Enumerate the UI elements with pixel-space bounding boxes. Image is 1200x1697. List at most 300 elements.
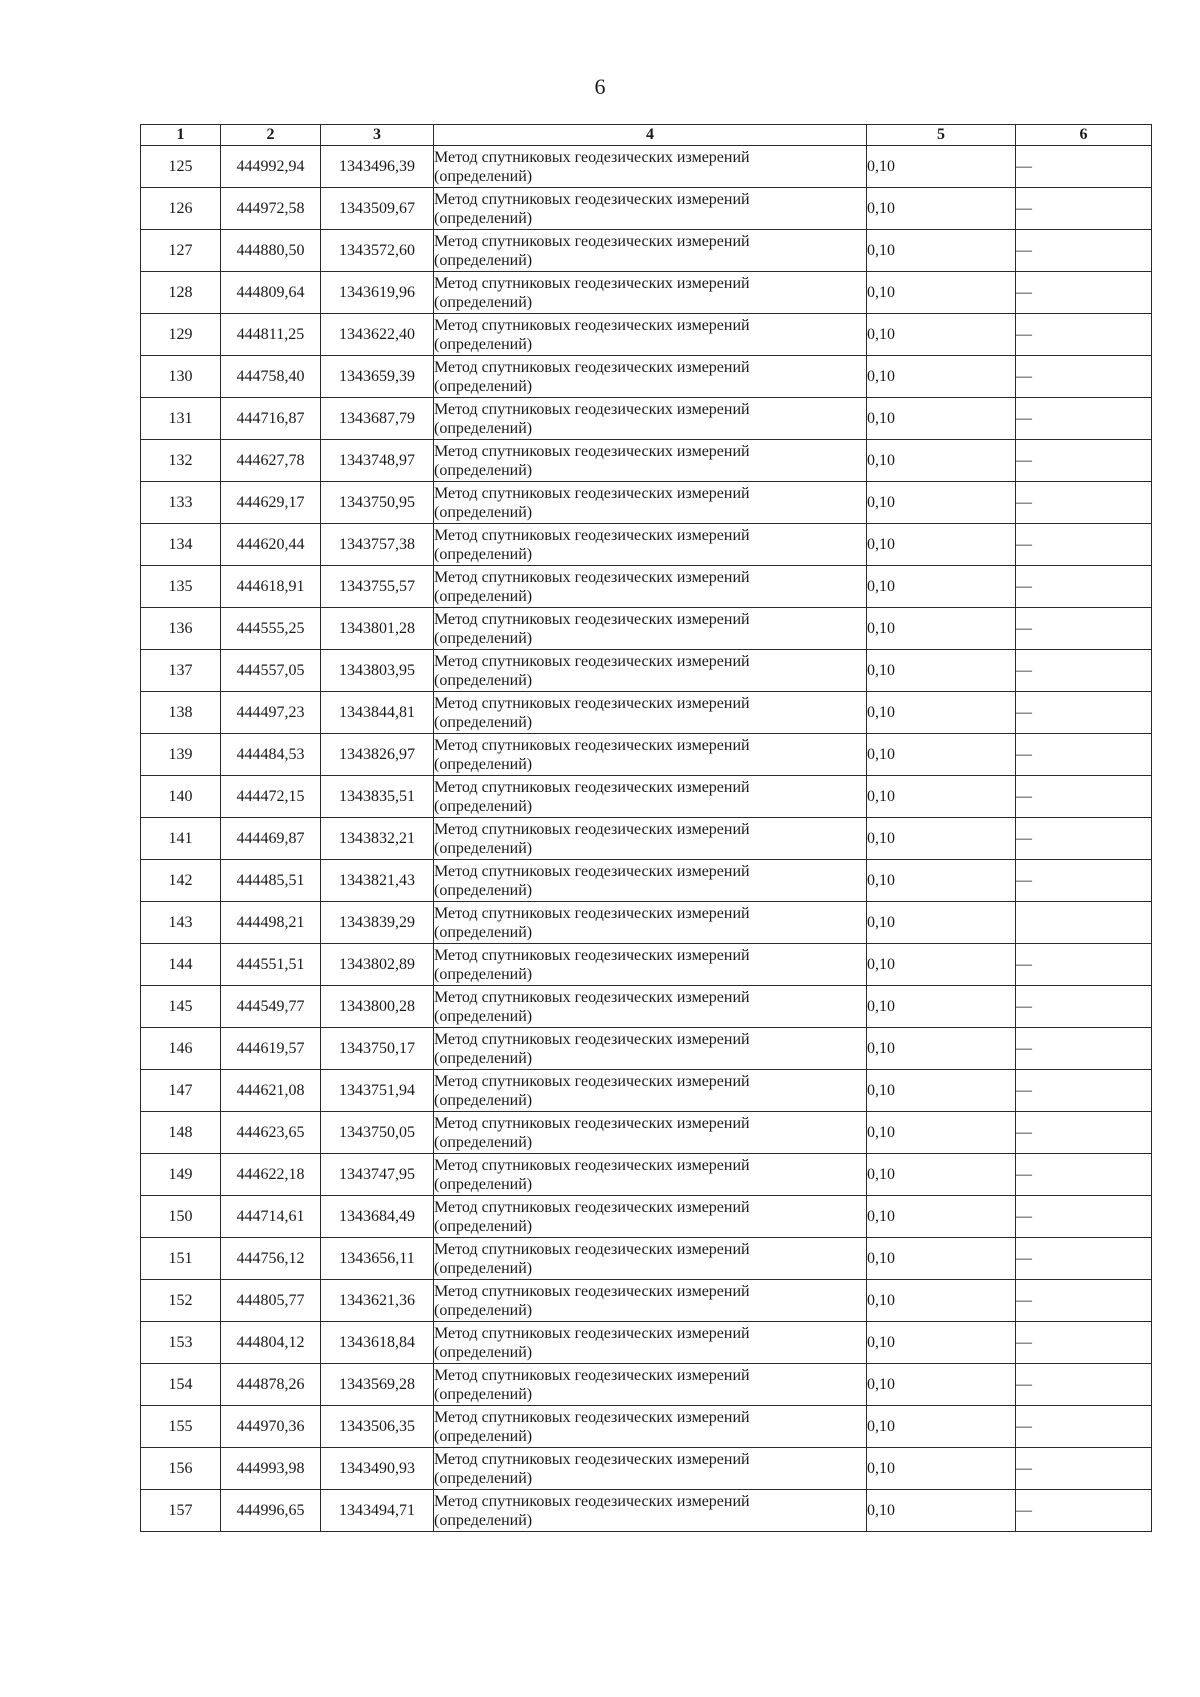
method-cell xyxy=(434,1154,867,1196)
coordinate-y: 1343569,28 xyxy=(321,1364,434,1406)
point-number: 135 xyxy=(141,566,221,608)
coordinate-x: 444620,44 xyxy=(221,524,321,566)
method-cell xyxy=(434,356,867,398)
point-number: 153 xyxy=(141,1322,221,1364)
method-text: Метод спутниковых геодезических измерений xyxy=(434,1030,750,1048)
method-text: Метод спутниковых геодезических измерений xyxy=(434,988,750,1006)
coordinate-y: 1343803,95 xyxy=(321,650,434,692)
method-cell xyxy=(434,1490,867,1532)
method-text: Метод спутниковых геодезических измерений xyxy=(434,1156,750,1174)
point-number: 156 xyxy=(141,1448,221,1490)
method-text-suffix: (определений) xyxy=(434,209,533,227)
point-number: 147 xyxy=(141,1070,221,1112)
method-text: Метод спутниковых геодезических измерений xyxy=(434,1492,750,1510)
coordinate-x: 444878,26 xyxy=(221,1364,321,1406)
coordinate-x: 444627,78 xyxy=(221,440,321,482)
method-text-suffix: (определений) xyxy=(434,251,533,269)
accuracy-value: 0,10 xyxy=(867,650,1016,692)
method-cell xyxy=(434,1364,867,1406)
method-cell xyxy=(434,860,867,902)
table-row xyxy=(141,650,1152,692)
accuracy-value: 0,10 xyxy=(867,902,1016,944)
coordinate-y: 1343496,39 xyxy=(321,146,434,188)
point-number: 129 xyxy=(141,314,221,356)
method-text: Метод спутниковых геодезических измерений xyxy=(434,820,750,838)
accuracy-value: 0,10 xyxy=(867,776,1016,818)
accuracy-value: 0,10 xyxy=(867,1406,1016,1448)
page-number: 6 xyxy=(594,74,606,99)
coordinate-y: 1343757,38 xyxy=(321,524,434,566)
coordinate-y: 1343509,67 xyxy=(321,188,434,230)
coordinate-y: 1343802,89 xyxy=(321,944,434,986)
method-text-suffix: (определений) xyxy=(434,335,533,353)
table-row xyxy=(141,692,1152,734)
point-number: 127 xyxy=(141,230,221,272)
note-value: — xyxy=(1016,1028,1152,1070)
coordinate-y: 1343821,43 xyxy=(321,860,434,902)
table-row xyxy=(141,944,1152,986)
note-value: — xyxy=(1016,818,1152,860)
method-cell xyxy=(434,482,867,524)
method-text-suffix: (определений) xyxy=(434,1427,533,1445)
table-row xyxy=(141,818,1152,860)
method-cell xyxy=(434,734,867,776)
coordinate-x: 444992,94 xyxy=(221,146,321,188)
method-cell xyxy=(434,314,867,356)
method-text: Метод спутниковых геодезических измерений xyxy=(434,694,750,712)
method-text: Метод спутниковых геодезических измерений xyxy=(434,1366,750,1384)
accuracy-value: 0,10 xyxy=(867,986,1016,1028)
method-text-suffix: (определений) xyxy=(434,587,533,605)
method-text-suffix: (определений) xyxy=(434,755,533,773)
column-header-4: 4 xyxy=(434,125,867,146)
note-value: — xyxy=(1016,608,1152,650)
coordinate-x: 444472,15 xyxy=(221,776,321,818)
method-text-suffix: (определений) xyxy=(434,671,533,689)
table-row xyxy=(141,608,1152,650)
coordinate-x: 444555,25 xyxy=(221,608,321,650)
note-value: — xyxy=(1016,272,1152,314)
method-cell xyxy=(434,1448,867,1490)
point-number: 142 xyxy=(141,860,221,902)
note-value: — xyxy=(1016,482,1152,524)
header-row xyxy=(141,125,1152,146)
method-text: Метод спутниковых геодезических измерений xyxy=(434,316,750,334)
method-text: Метод спутниковых геодезических измерений xyxy=(434,904,750,922)
method-text: Метод спутниковых геодезических измерений xyxy=(434,1114,750,1132)
note-value: — xyxy=(1016,188,1152,230)
accuracy-value: 0,10 xyxy=(867,1238,1016,1280)
method-text-suffix: (определений) xyxy=(434,713,533,731)
point-number: 157 xyxy=(141,1490,221,1532)
method-cell xyxy=(434,566,867,608)
method-cell xyxy=(434,1322,867,1364)
accuracy-value: 0,10 xyxy=(867,734,1016,776)
table-row xyxy=(141,1238,1152,1280)
method-text: Метод спутниковых геодезических измерений xyxy=(434,232,750,250)
coordinate-x: 444714,61 xyxy=(221,1196,321,1238)
coordinate-y: 1343659,39 xyxy=(321,356,434,398)
coordinate-y: 1343832,21 xyxy=(321,818,434,860)
method-cell xyxy=(434,398,867,440)
coordinate-x: 444809,64 xyxy=(221,272,321,314)
coordinate-x: 444758,40 xyxy=(221,356,321,398)
table-row xyxy=(141,146,1152,188)
method-cell xyxy=(434,524,867,566)
accuracy-value: 0,10 xyxy=(867,1070,1016,1112)
coordinate-x: 444996,65 xyxy=(221,1490,321,1532)
point-number: 151 xyxy=(141,1238,221,1280)
column-header-2: 2 xyxy=(221,125,321,146)
table-row xyxy=(141,1490,1152,1532)
note-value: — xyxy=(1016,1448,1152,1490)
method-text: Метод спутниковых геодезических измерений xyxy=(434,442,750,460)
accuracy-value: 0,10 xyxy=(867,860,1016,902)
method-text: Метод спутниковых геодезических измерений xyxy=(434,1072,750,1090)
coordinate-x: 444629,17 xyxy=(221,482,321,524)
coordinate-y: 1343506,35 xyxy=(321,1406,434,1448)
note-value: — xyxy=(1016,1196,1152,1238)
accuracy-value: 0,10 xyxy=(867,608,1016,650)
table-row xyxy=(141,1406,1152,1448)
method-cell xyxy=(434,1406,867,1448)
method-text-suffix: (определений) xyxy=(434,1175,533,1193)
method-text: Метод спутниковых геодезических измерений xyxy=(434,526,750,544)
method-text: Метод спутниковых геодезических измерений xyxy=(434,1282,750,1300)
method-text-suffix: (определений) xyxy=(434,1091,533,1109)
point-number: 137 xyxy=(141,650,221,692)
method-cell xyxy=(434,986,867,1028)
note-value: — xyxy=(1016,1112,1152,1154)
point-number: 138 xyxy=(141,692,221,734)
table-row xyxy=(141,440,1152,482)
method-text: Метод спутниковых геодезических измерений xyxy=(434,358,750,376)
note-value: — xyxy=(1016,1406,1152,1448)
table-row xyxy=(141,188,1152,230)
method-text-suffix: (определений) xyxy=(434,881,533,899)
note-value: — xyxy=(1016,944,1152,986)
note-value xyxy=(1016,902,1152,944)
point-number: 133 xyxy=(141,482,221,524)
method-text-suffix: (определений) xyxy=(434,797,533,815)
method-text-suffix: (определений) xyxy=(434,923,533,941)
method-text-suffix: (определений) xyxy=(434,293,533,311)
coordinate-y: 1343748,97 xyxy=(321,440,434,482)
method-text: Метод спутниковых геодезических измерений xyxy=(434,1408,750,1426)
note-value: — xyxy=(1016,1322,1152,1364)
coordinate-y: 1343750,95 xyxy=(321,482,434,524)
coordinate-y: 1343835,51 xyxy=(321,776,434,818)
coordinate-x: 444485,51 xyxy=(221,860,321,902)
method-cell xyxy=(434,1196,867,1238)
table-row xyxy=(141,482,1152,524)
coordinate-y: 1343494,71 xyxy=(321,1490,434,1532)
point-number: 134 xyxy=(141,524,221,566)
method-text: Метод спутниковых геодезических измерений xyxy=(434,484,750,502)
coordinate-y: 1343839,29 xyxy=(321,902,434,944)
method-text-suffix: (определений) xyxy=(434,839,533,857)
coordinate-x: 444557,05 xyxy=(221,650,321,692)
coordinate-y: 1343755,57 xyxy=(321,566,434,608)
method-cell xyxy=(434,1028,867,1070)
method-text-suffix: (определений) xyxy=(434,1385,533,1403)
table-row xyxy=(141,1280,1152,1322)
method-cell xyxy=(434,146,867,188)
coordinate-x: 444756,12 xyxy=(221,1238,321,1280)
table-row xyxy=(141,860,1152,902)
note-value: — xyxy=(1016,566,1152,608)
method-text: Метод спутниковых геодезических измерений xyxy=(434,778,750,796)
table-row xyxy=(141,1070,1152,1112)
coordinate-y: 1343619,96 xyxy=(321,272,434,314)
column-header-1: 1 xyxy=(141,125,221,146)
note-value: — xyxy=(1016,1490,1152,1532)
point-number: 131 xyxy=(141,398,221,440)
method-text-suffix: (определений) xyxy=(434,965,533,983)
point-number: 145 xyxy=(141,986,221,1028)
table-row xyxy=(141,1448,1152,1490)
point-number: 143 xyxy=(141,902,221,944)
method-text-suffix: (определений) xyxy=(434,1343,533,1361)
coordinate-x: 444880,50 xyxy=(221,230,321,272)
accuracy-value: 0,10 xyxy=(867,1028,1016,1070)
table-row xyxy=(141,986,1152,1028)
coordinate-y: 1343656,11 xyxy=(321,1238,434,1280)
accuracy-value: 0,10 xyxy=(867,524,1016,566)
coordinate-y: 1343687,79 xyxy=(321,398,434,440)
table-row xyxy=(141,1154,1152,1196)
table-row xyxy=(141,398,1152,440)
coordinate-y: 1343618,84 xyxy=(321,1322,434,1364)
method-text-suffix: (определений) xyxy=(434,503,533,521)
coordinate-x: 444484,53 xyxy=(221,734,321,776)
table-row xyxy=(141,314,1152,356)
accuracy-value: 0,10 xyxy=(867,1322,1016,1364)
accuracy-value: 0,10 xyxy=(867,1154,1016,1196)
table-row xyxy=(141,524,1152,566)
method-text: Метод спутниковых геодезических измерений xyxy=(434,190,750,208)
coordinate-y: 1343622,40 xyxy=(321,314,434,356)
note-value: — xyxy=(1016,1070,1152,1112)
method-text: Метод спутниковых геодезических измерений xyxy=(434,862,750,880)
method-text-suffix: (определений) xyxy=(434,545,533,563)
coordinate-y: 1343751,94 xyxy=(321,1070,434,1112)
method-text-suffix: (определений) xyxy=(434,1133,533,1151)
coordinate-x: 444621,08 xyxy=(221,1070,321,1112)
method-text: Метод спутниковых геодезических измерений xyxy=(434,400,750,418)
accuracy-value: 0,10 xyxy=(867,566,1016,608)
note-value: — xyxy=(1016,776,1152,818)
method-cell xyxy=(434,440,867,482)
method-text-suffix: (определений) xyxy=(434,1007,533,1025)
accuracy-value: 0,10 xyxy=(867,1490,1016,1532)
accuracy-value: 0,10 xyxy=(867,1448,1016,1490)
table-row xyxy=(141,1364,1152,1406)
table-row xyxy=(141,734,1152,776)
point-number: 152 xyxy=(141,1280,221,1322)
note-value: — xyxy=(1016,230,1152,272)
accuracy-value: 0,10 xyxy=(867,230,1016,272)
method-text-suffix: (определений) xyxy=(434,1217,533,1235)
coordinate-x: 444551,51 xyxy=(221,944,321,986)
note-value: — xyxy=(1016,146,1152,188)
method-cell xyxy=(434,902,867,944)
coordinates-table xyxy=(140,124,1152,1532)
note-value: — xyxy=(1016,692,1152,734)
method-cell xyxy=(434,650,867,692)
coordinate-x: 444469,87 xyxy=(221,818,321,860)
note-value: — xyxy=(1016,440,1152,482)
method-cell xyxy=(434,776,867,818)
accuracy-value: 0,10 xyxy=(867,440,1016,482)
table-body xyxy=(141,146,1152,1532)
accuracy-value: 0,10 xyxy=(867,1364,1016,1406)
table-row xyxy=(141,1028,1152,1070)
coordinate-x: 444497,23 xyxy=(221,692,321,734)
table-row xyxy=(141,1196,1152,1238)
coordinate-y: 1343826,97 xyxy=(321,734,434,776)
table-row xyxy=(141,566,1152,608)
coordinate-x: 444804,12 xyxy=(221,1322,321,1364)
method-text-suffix: (определений) xyxy=(434,1469,533,1487)
note-value: — xyxy=(1016,1364,1152,1406)
method-text-suffix: (определений) xyxy=(434,1259,533,1277)
method-cell xyxy=(434,1112,867,1154)
point-number: 126 xyxy=(141,188,221,230)
method-text: Метод спутниковых геодезических измерений xyxy=(434,1198,750,1216)
method-text: Метод спутниковых геодезических измерений xyxy=(434,148,750,166)
point-number: 150 xyxy=(141,1196,221,1238)
table-row xyxy=(141,1112,1152,1154)
column-header-3: 3 xyxy=(321,125,434,146)
coordinate-x: 444622,18 xyxy=(221,1154,321,1196)
coordinate-x: 444716,87 xyxy=(221,398,321,440)
coordinate-x: 444811,25 xyxy=(221,314,321,356)
method-cell xyxy=(434,230,867,272)
coordinate-y: 1343750,17 xyxy=(321,1028,434,1070)
note-value: — xyxy=(1016,398,1152,440)
accuracy-value: 0,10 xyxy=(867,482,1016,524)
note-value: — xyxy=(1016,524,1152,566)
coordinate-x: 444618,91 xyxy=(221,566,321,608)
method-text: Метод спутниковых геодезических измерений xyxy=(434,1450,750,1468)
coordinate-x: 444805,77 xyxy=(221,1280,321,1322)
point-number: 154 xyxy=(141,1364,221,1406)
point-number: 141 xyxy=(141,818,221,860)
method-text: Метод спутниковых геодезических измерений xyxy=(434,568,750,586)
coordinate-y: 1343844,81 xyxy=(321,692,434,734)
method-cell xyxy=(434,1280,867,1322)
note-value: — xyxy=(1016,1238,1152,1280)
method-text: Метод спутниковых геодезических измерений xyxy=(434,1324,750,1342)
accuracy-value: 0,10 xyxy=(867,818,1016,860)
table-row xyxy=(141,1322,1152,1364)
point-number: 132 xyxy=(141,440,221,482)
coordinate-y: 1343490,93 xyxy=(321,1448,434,1490)
method-cell xyxy=(434,188,867,230)
coordinate-x: 444972,58 xyxy=(221,188,321,230)
note-value: — xyxy=(1016,734,1152,776)
table-row xyxy=(141,902,1152,944)
coordinate-y: 1343800,28 xyxy=(321,986,434,1028)
note-value: — xyxy=(1016,986,1152,1028)
method-text: Метод спутниковых геодезических измерений xyxy=(434,610,750,628)
method-cell xyxy=(434,944,867,986)
method-cell xyxy=(434,608,867,650)
method-text: Метод спутниковых геодезических измерений xyxy=(434,736,750,754)
note-value: — xyxy=(1016,314,1152,356)
accuracy-value: 0,10 xyxy=(867,692,1016,734)
accuracy-value: 0,10 xyxy=(867,356,1016,398)
method-cell xyxy=(434,1238,867,1280)
coordinate-x: 444993,98 xyxy=(221,1448,321,1490)
table-row xyxy=(141,356,1152,398)
note-value: — xyxy=(1016,356,1152,398)
point-number: 144 xyxy=(141,944,221,986)
point-number: 125 xyxy=(141,146,221,188)
coordinate-y: 1343801,28 xyxy=(321,608,434,650)
method-text-suffix: (определений) xyxy=(434,419,533,437)
coordinate-y: 1343572,60 xyxy=(321,230,434,272)
method-cell xyxy=(434,1070,867,1112)
point-number: 149 xyxy=(141,1154,221,1196)
method-text-suffix: (определений) xyxy=(434,1301,533,1319)
column-header-5: 5 xyxy=(867,125,1016,146)
method-text: Метод спутниковых геодезических измерений xyxy=(434,274,750,292)
note-value: — xyxy=(1016,1154,1152,1196)
table-row xyxy=(141,272,1152,314)
coordinate-x: 444970,36 xyxy=(221,1406,321,1448)
accuracy-value: 0,10 xyxy=(867,314,1016,356)
coordinate-y: 1343747,95 xyxy=(321,1154,434,1196)
table-row xyxy=(141,230,1152,272)
note-value: — xyxy=(1016,860,1152,902)
accuracy-value: 0,10 xyxy=(867,1112,1016,1154)
point-number: 130 xyxy=(141,356,221,398)
method-text-suffix: (определений) xyxy=(434,1511,533,1529)
coordinate-y: 1343684,49 xyxy=(321,1196,434,1238)
method-cell xyxy=(434,272,867,314)
coordinate-x: 444619,57 xyxy=(221,1028,321,1070)
coordinate-y: 1343621,36 xyxy=(321,1280,434,1322)
table-row xyxy=(141,776,1152,818)
point-number: 148 xyxy=(141,1112,221,1154)
accuracy-value: 0,10 xyxy=(867,272,1016,314)
table-header xyxy=(141,125,1152,146)
accuracy-value: 0,10 xyxy=(867,398,1016,440)
coordinate-x: 444549,77 xyxy=(221,986,321,1028)
coordinate-y: 1343750,05 xyxy=(321,1112,434,1154)
point-number: 136 xyxy=(141,608,221,650)
method-cell xyxy=(434,692,867,734)
accuracy-value: 0,10 xyxy=(867,1196,1016,1238)
point-number: 155 xyxy=(141,1406,221,1448)
coordinate-x: 444498,21 xyxy=(221,902,321,944)
method-text-suffix: (определений) xyxy=(434,629,533,647)
column-header-6: 6 xyxy=(1016,125,1152,146)
method-cell xyxy=(434,818,867,860)
accuracy-value: 0,10 xyxy=(867,188,1016,230)
method-text-suffix: (определений) xyxy=(434,167,533,185)
method-text-suffix: (определений) xyxy=(434,1049,533,1067)
coordinate-x: 444623,65 xyxy=(221,1112,321,1154)
method-text-suffix: (определений) xyxy=(434,377,533,395)
accuracy-value: 0,10 xyxy=(867,944,1016,986)
accuracy-value: 0,10 xyxy=(867,146,1016,188)
method-text: Метод спутниковых геодезических измерений xyxy=(434,946,750,964)
method-text: Метод спутниковых геодезических измерений xyxy=(434,1240,750,1258)
note-value: — xyxy=(1016,1280,1152,1322)
